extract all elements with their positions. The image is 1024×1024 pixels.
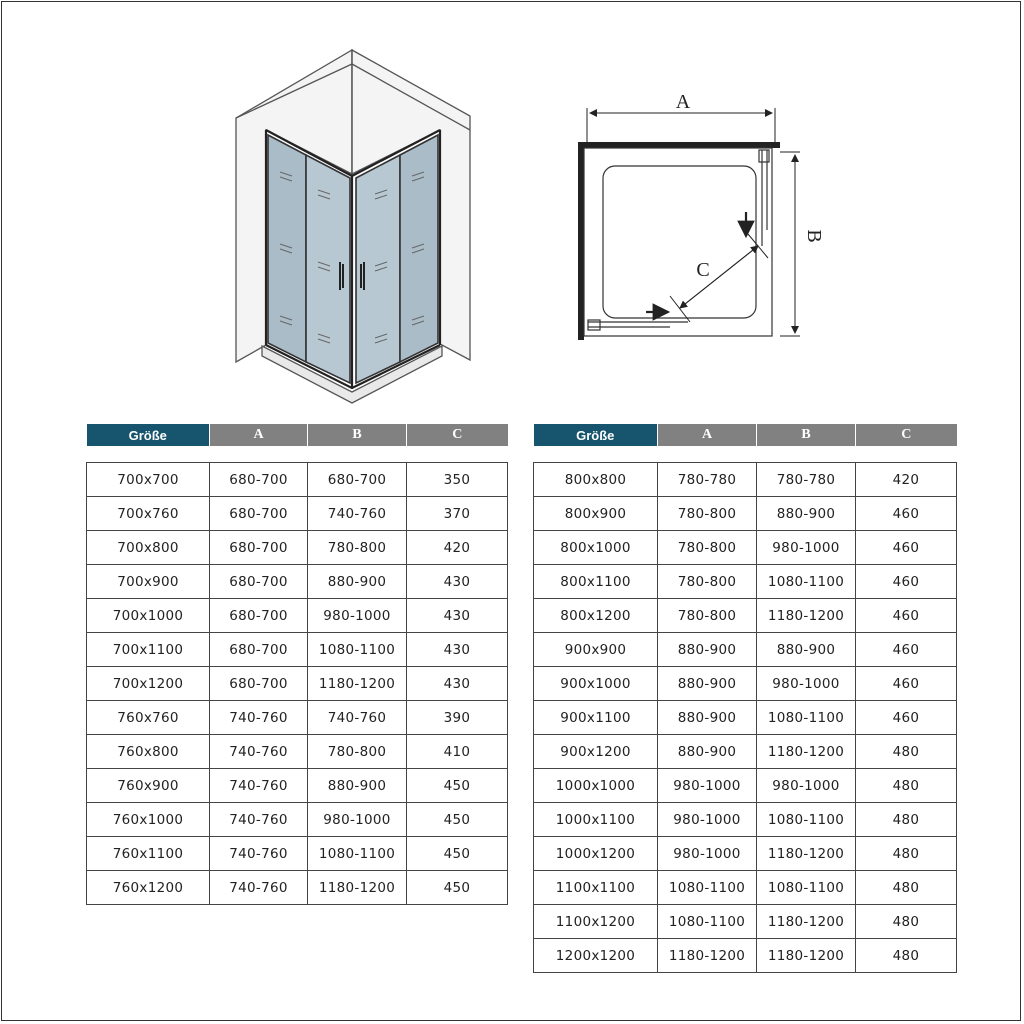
cell-c: 420 — [856, 463, 957, 497]
cell-b: 880-900 — [308, 769, 407, 803]
cell-b: 1080-1100 — [757, 565, 856, 599]
cell-a: 980-1000 — [658, 769, 757, 803]
table-row — [534, 463, 957, 497]
cell-a: 680-700 — [210, 463, 308, 497]
cell-size: 760x760 — [87, 701, 210, 735]
cell-c: 460 — [856, 565, 957, 599]
cell-c: 460 — [856, 531, 957, 565]
cell-size: 1000x1000 — [534, 769, 658, 803]
table-row — [534, 905, 957, 939]
table-row — [534, 837, 957, 871]
size-table-left — [86, 424, 508, 905]
cell-c: 390 — [407, 701, 508, 735]
cell-c: 480 — [856, 803, 957, 837]
cell-a: 680-700 — [210, 633, 308, 667]
cell-size: 760x1000 — [87, 803, 210, 837]
size-table-right — [533, 424, 957, 973]
cell-size: 1100x1100 — [534, 871, 658, 905]
cell-size: 900x1000 — [534, 667, 658, 701]
cell-b: 980-1000 — [757, 769, 856, 803]
header-size: Größe — [534, 424, 658, 446]
cell-a: 680-700 — [210, 531, 308, 565]
cell-a: 880-900 — [658, 633, 757, 667]
header-a: A — [210, 424, 308, 446]
table-row — [87, 463, 508, 497]
cell-size: 760x1100 — [87, 837, 210, 871]
cell-size: 1200x1200 — [534, 939, 658, 973]
cell-c: 460 — [856, 633, 957, 667]
table-row — [87, 871, 508, 905]
cell-size: 900x1200 — [534, 735, 658, 769]
dimension-b-label: B — [803, 229, 825, 243]
floor-plan-diagram — [570, 85, 825, 345]
cell-c: 430 — [407, 633, 508, 667]
cell-a: 680-700 — [210, 497, 308, 531]
cell-a: 1080-1100 — [658, 905, 757, 939]
table-row — [87, 565, 508, 599]
cell-c: 480 — [856, 939, 957, 973]
table-row — [87, 599, 508, 633]
cell-b: 780-780 — [757, 463, 856, 497]
table-row — [534, 701, 957, 735]
cell-a: 980-1000 — [658, 837, 757, 871]
cell-a: 1080-1100 — [658, 871, 757, 905]
cell-size: 1000x1200 — [534, 837, 658, 871]
cell-a: 740-760 — [210, 735, 308, 769]
cell-c: 460 — [856, 497, 957, 531]
cell-b: 1180-1200 — [757, 837, 856, 871]
table-row — [87, 803, 508, 837]
cell-b: 1180-1200 — [757, 735, 856, 769]
cell-b: 1180-1200 — [757, 939, 856, 973]
cell-size: 800x1000 — [534, 531, 658, 565]
cell-size: 700x900 — [87, 565, 210, 599]
cell-b: 680-700 — [308, 463, 407, 497]
cell-size: 760x900 — [87, 769, 210, 803]
cell-c: 430 — [407, 565, 508, 599]
cell-size: 800x1100 — [534, 565, 658, 599]
cell-b: 980-1000 — [308, 599, 407, 633]
cell-b: 1080-1100 — [308, 837, 407, 871]
dimension-c-label: C — [696, 259, 710, 281]
cell-c: 420 — [407, 531, 508, 565]
cell-a: 780-780 — [658, 463, 757, 497]
cell-b: 1180-1200 — [757, 599, 856, 633]
cell-a: 1180-1200 — [658, 939, 757, 973]
table-row — [534, 497, 957, 531]
cell-b: 980-1000 — [757, 531, 856, 565]
cell-a: 680-700 — [210, 599, 308, 633]
cell-a: 780-800 — [658, 531, 757, 565]
cell-c: 450 — [407, 837, 508, 871]
cell-c: 450 — [407, 769, 508, 803]
cell-a: 740-760 — [210, 769, 308, 803]
cell-b: 780-800 — [308, 531, 407, 565]
cell-c: 460 — [856, 701, 957, 735]
table-row — [87, 837, 508, 871]
cell-a: 740-760 — [210, 803, 308, 837]
cell-size: 700x760 — [87, 497, 210, 531]
cell-size: 1100x1200 — [534, 905, 658, 939]
cell-c: 480 — [856, 837, 957, 871]
table-row — [534, 667, 957, 701]
cell-b: 740-760 — [308, 701, 407, 735]
cell-a: 780-800 — [658, 497, 757, 531]
table-header-row — [534, 424, 957, 446]
cell-a: 680-700 — [210, 565, 308, 599]
cell-c: 450 — [407, 803, 508, 837]
header-c: C — [407, 424, 508, 446]
cell-a: 880-900 — [658, 667, 757, 701]
cell-b: 980-1000 — [757, 667, 856, 701]
cell-a: 780-800 — [658, 565, 757, 599]
table-row — [87, 735, 508, 769]
cell-size: 760x1200 — [87, 871, 210, 905]
cell-size: 800x1200 — [534, 599, 658, 633]
table-row — [87, 497, 508, 531]
cell-a: 880-900 — [658, 701, 757, 735]
table-row — [534, 803, 957, 837]
cell-b: 880-900 — [757, 497, 856, 531]
cell-size: 800x900 — [534, 497, 658, 531]
cell-a: 680-700 — [210, 667, 308, 701]
cell-a: 780-800 — [658, 599, 757, 633]
table-row — [87, 531, 508, 565]
cell-b: 1080-1100 — [757, 871, 856, 905]
cell-c: 480 — [856, 871, 957, 905]
cell-a: 740-760 — [210, 837, 308, 871]
cell-c: 430 — [407, 599, 508, 633]
cell-c: 480 — [856, 769, 957, 803]
cell-size: 760x800 — [87, 735, 210, 769]
header-c: C — [856, 424, 957, 446]
cell-b: 880-900 — [757, 633, 856, 667]
cell-c: 450 — [407, 871, 508, 905]
cell-a: 740-760 — [210, 871, 308, 905]
cell-b: 780-800 — [308, 735, 407, 769]
table-row — [534, 599, 957, 633]
cell-size: 900x900 — [534, 633, 658, 667]
cell-b: 1180-1200 — [757, 905, 856, 939]
cell-c: 480 — [856, 735, 957, 769]
cell-b: 740-760 — [308, 497, 407, 531]
table-header-row — [87, 424, 508, 446]
cell-size: 1000x1100 — [534, 803, 658, 837]
cell-c: 370 — [407, 497, 508, 531]
cell-b: 1080-1100 — [757, 803, 856, 837]
cell-c: 480 — [856, 905, 957, 939]
table-row — [534, 735, 957, 769]
cell-size: 700x700 — [87, 463, 210, 497]
cell-c: 350 — [407, 463, 508, 497]
header-size: Größe — [87, 424, 210, 446]
cell-b: 1180-1200 — [308, 667, 407, 701]
dimension-a-label: A — [675, 91, 691, 113]
cell-a: 740-760 — [210, 701, 308, 735]
cell-c: 430 — [407, 667, 508, 701]
cell-a: 880-900 — [658, 735, 757, 769]
cell-b: 1180-1200 — [308, 871, 407, 905]
cell-b: 980-1000 — [308, 803, 407, 837]
cell-c: 460 — [856, 599, 957, 633]
cell-b: 880-900 — [308, 565, 407, 599]
table-row — [534, 939, 957, 973]
table-row — [87, 701, 508, 735]
cell-c: 460 — [856, 667, 957, 701]
cell-b: 1080-1100 — [308, 633, 407, 667]
table-row — [87, 633, 508, 667]
cell-c: 410 — [407, 735, 508, 769]
cell-size: 700x1100 — [87, 633, 210, 667]
shower-enclosure-illustration — [225, 40, 485, 410]
table-row — [534, 769, 957, 803]
cell-a: 980-1000 — [658, 803, 757, 837]
cell-size: 800x800 — [534, 463, 658, 497]
header-a: A — [658, 424, 757, 446]
cell-size: 900x1100 — [534, 701, 658, 735]
table-row — [534, 871, 957, 905]
cell-size: 700x1200 — [87, 667, 210, 701]
table-row — [534, 531, 957, 565]
cell-b: 1080-1100 — [757, 701, 856, 735]
table-row — [87, 667, 508, 701]
header-b: B — [308, 424, 407, 446]
cell-size: 700x800 — [87, 531, 210, 565]
cell-size: 700x1000 — [87, 599, 210, 633]
table-row — [534, 565, 957, 599]
header-b: B — [757, 424, 856, 446]
table-row — [87, 769, 508, 803]
table-row — [534, 633, 957, 667]
